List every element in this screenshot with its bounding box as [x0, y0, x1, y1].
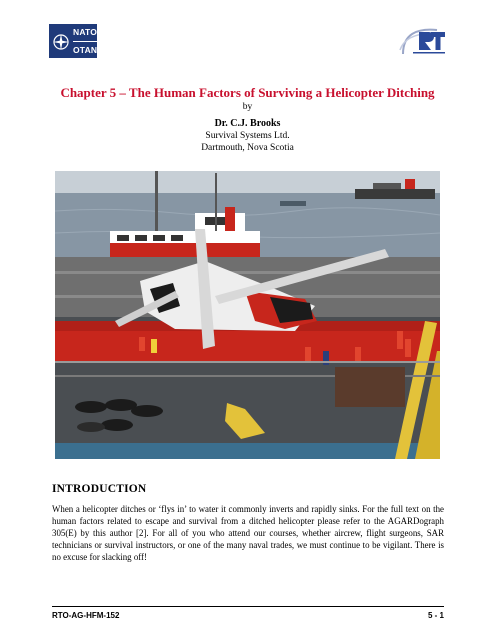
document-code: RTO-AG-HFM-152 — [52, 611, 120, 620]
page-number: 5 - 1 — [427, 611, 444, 620]
chapter-title: Chapter 5 – The Human Factors of Surviving a Helicopter Ditching — [60, 85, 435, 100]
otan-logo-text: OTAN — [73, 41, 97, 58]
paragraph-line: SAR technicians or survival instructors, or one of the many naval trades, we must continue to be vigilant. — [52, 528, 444, 550]
paragraph-line: There is no excuse for slacking off! — [52, 540, 444, 562]
nato-logo-text: NATO — [73, 24, 97, 41]
nato-otan-logo — [49, 24, 97, 58]
introduction-paragraph — [52, 503, 444, 563]
section-heading-introduction: INTRODUCTION — [52, 483, 147, 495]
author-organization: Survival Systems Ltd. — [205, 131, 290, 141]
paragraph-line: When a helicopter ditches or ‘flys in’ to water it commonly inverts and rapidly sinks. For the full text on the — [52, 504, 444, 514]
rto-emblem-icon — [397, 24, 449, 58]
paragraph-line: human factors related to escape and survival from a ditched helicopter please refer to the AGARDograph — [52, 516, 444, 526]
paragraph-line: 305(E) by this author [2]. For all of you who attend our courses, whether aircrew, flight surgeons, — [52, 528, 423, 538]
author-location: Dartmouth, Nova Scotia — [201, 143, 294, 153]
author-name: Dr. C.J. Brooks — [214, 118, 281, 129]
helicopter-recovery-photo — [55, 171, 440, 459]
footer-divider — [52, 606, 444, 607]
nato-compass-icon — [49, 24, 73, 58]
byline-by: by — [242, 102, 253, 112]
